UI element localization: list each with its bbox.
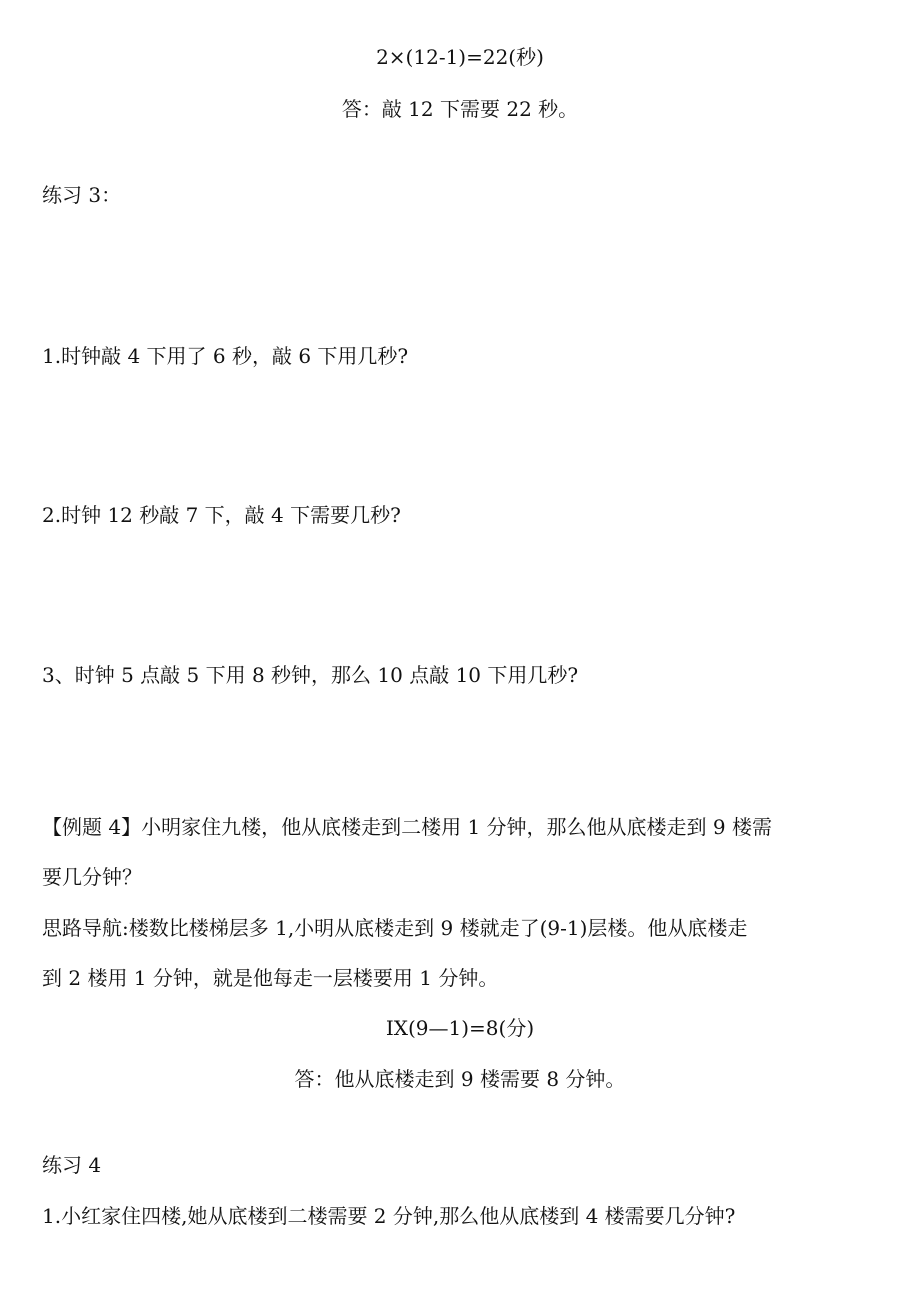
example4-hint-line-1: 思路导航:楼数比楼梯层多 1,小明从底楼走到 9 楼就走了(9-1)层楼。他从底楼走 xyxy=(42,916,748,940)
example4-answer: 答：他从底楼走到 9 楼需要 8 分钟。 xyxy=(294,1067,626,1091)
example4-hint-line-2: 到 2 楼用 1 分钟，就是他每走一层楼要用 1 分钟。 xyxy=(42,966,499,990)
practice4-question-1: 1.小红家住四楼,她从底楼到二楼需要 2 分钟,那么他从底楼到 4 楼需要几分钟? xyxy=(42,1204,736,1228)
practice3-question-1: 1.时钟敲 4 下用了 6 秒，敲 6 下用几秒? xyxy=(42,344,409,368)
practice4-heading: 练习 4 xyxy=(42,1153,102,1177)
example4-problem-line-2: 要几分钟？ xyxy=(42,865,142,889)
example4-formula: IX(9—1)=8(分) xyxy=(385,1016,535,1040)
example3-formula: 2×(12-1)=22(秒) xyxy=(376,45,544,69)
example4-problem-line-1: 【例题 4】小明家住九楼，他从底楼走到二楼用 1 分钟，那么他从底楼走到 9 楼需 xyxy=(42,815,772,839)
practice3-question-2: 2.时钟 12 秒敲 7 下，敲 4 下需要几秒? xyxy=(42,503,401,527)
example3-answer: 答：敲 12 下需要 22 秒。 xyxy=(341,97,579,121)
practice3-question-3: 3、时钟 5 点敲 5 下用 8 秒钟，那么 10 点敲 10 下用几秒? xyxy=(42,663,579,687)
practice3-heading: 练习 3： xyxy=(42,183,122,207)
